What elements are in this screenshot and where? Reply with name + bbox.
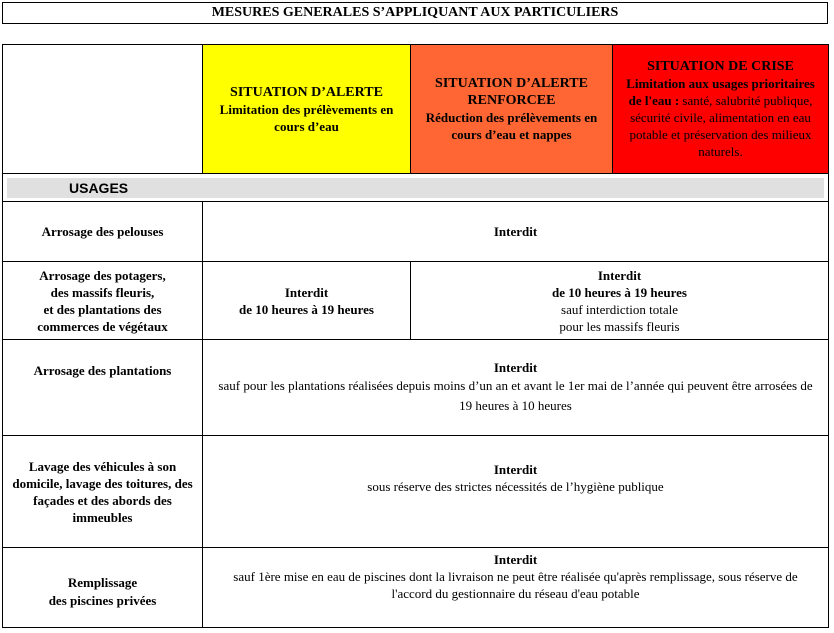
- renforcee-subtitle: Réduction des prélèvements en cours d’eau et nappes: [425, 110, 598, 142]
- row-label-lavage: Lavage des véhicules à son domicile, lavage des toitures, des façades et des abords des immeubles: [3, 436, 203, 548]
- potagers-alerte-cell: [203, 262, 411, 340]
- page-title: MESURES GENERALES S’APPLIQUANT AUX PARTICULIERS: [2, 2, 828, 24]
- renforcee-title-line1: SITUATION D’ALERTE: [435, 76, 588, 91]
- potagers-renforcee-line1: Interdit: [597, 267, 642, 283]
- piscines-label-line1: Remplissage: [67, 574, 138, 590]
- row-label-piscines: [3, 548, 203, 628]
- crise-title: SITUATION DE CRISE: [647, 59, 794, 74]
- piscines-detail: sauf 1ère mise en eau de piscines dont la livraison ne peut être réalisée qu'après remplissage, sous réserve de l'accord du gestionnaire du réseau d'eau potable: [233, 569, 798, 601]
- potagers-renforcee-line2: de 10 heures à 19 heures: [552, 284, 687, 300]
- potagers-label-line: et des plantations des: [43, 301, 162, 317]
- row-value-lavage: [203, 436, 829, 548]
- usages-cell: [3, 174, 829, 202]
- lavage-value: Interdit: [493, 462, 538, 477]
- usages-label: USAGES: [7, 178, 824, 198]
- row-label-pelouses: Arrosage des pelouses: [3, 202, 203, 262]
- potagers-label-line: des massifs fleuris,: [50, 284, 155, 300]
- potagers-alerte-line2: de 10 heures à 19 heures: [239, 301, 374, 317]
- header-alerte: [203, 45, 411, 174]
- crise-subtitle-normal: santé, salubrité publique, sécurité civile, alimentation en eau potable et préservation des milieux naturels.: [629, 93, 813, 159]
- row-label-plantations: Arrosage des plantations: [3, 340, 203, 436]
- row-lavage: [3, 436, 829, 548]
- piscines-value: Interdit: [493, 552, 538, 567]
- crise-subtitle-bold: Limitation aux usages prioritaires de l'eau :: [626, 76, 815, 108]
- row-value-pelouses: Interdit: [203, 202, 829, 262]
- row-value-plantations: [203, 340, 829, 436]
- alerte-subtitle: Limitation des prélèvements en cours d’eau: [219, 101, 394, 134]
- alerte-title: SITUATION D’ALERTE: [230, 84, 383, 100]
- header-row: [3, 45, 829, 174]
- header-crise: [613, 45, 829, 174]
- header-empty-cell: [3, 45, 203, 174]
- plantations-detail: sauf pour les plantations réalisées depuis moins d’un an et avant le 1er mai de l’année qui peuvent être arrosées de 19 heures à 10 heures: [218, 378, 813, 413]
- usages-row: [3, 174, 829, 202]
- potagers-alerte-line1: Interdit: [284, 284, 329, 300]
- potagers-renforcee-cell: [411, 262, 829, 340]
- row-plantations: [3, 340, 829, 436]
- potagers-renforcee-line3: sauf interdiction totale: [561, 301, 678, 317]
- row-piscines: [3, 548, 829, 628]
- lavage-detail: sous réserve des strictes nécessités de l’hygiène publique: [367, 479, 664, 494]
- potagers-renforcee-line4: pour les massifs fleuris: [559, 318, 680, 334]
- restrictions-table: [2, 44, 829, 628]
- row-value-piscines: [203, 548, 829, 628]
- potagers-label-line: Arrosage des potagers,: [39, 267, 166, 283]
- plantations-value: Interdit: [493, 360, 538, 375]
- crise-subtitle: [619, 75, 822, 160]
- row-label-potagers: [3, 262, 203, 340]
- potagers-label-line: commerces de végétaux: [37, 318, 168, 334]
- renforcee-title-line2: RENFORCEE: [467, 93, 556, 108]
- piscines-label-line2: des piscines privées: [48, 592, 157, 608]
- header-alerte-renforcee: [411, 45, 613, 174]
- row-pelouses: [3, 202, 829, 262]
- row-potagers: [3, 262, 829, 340]
